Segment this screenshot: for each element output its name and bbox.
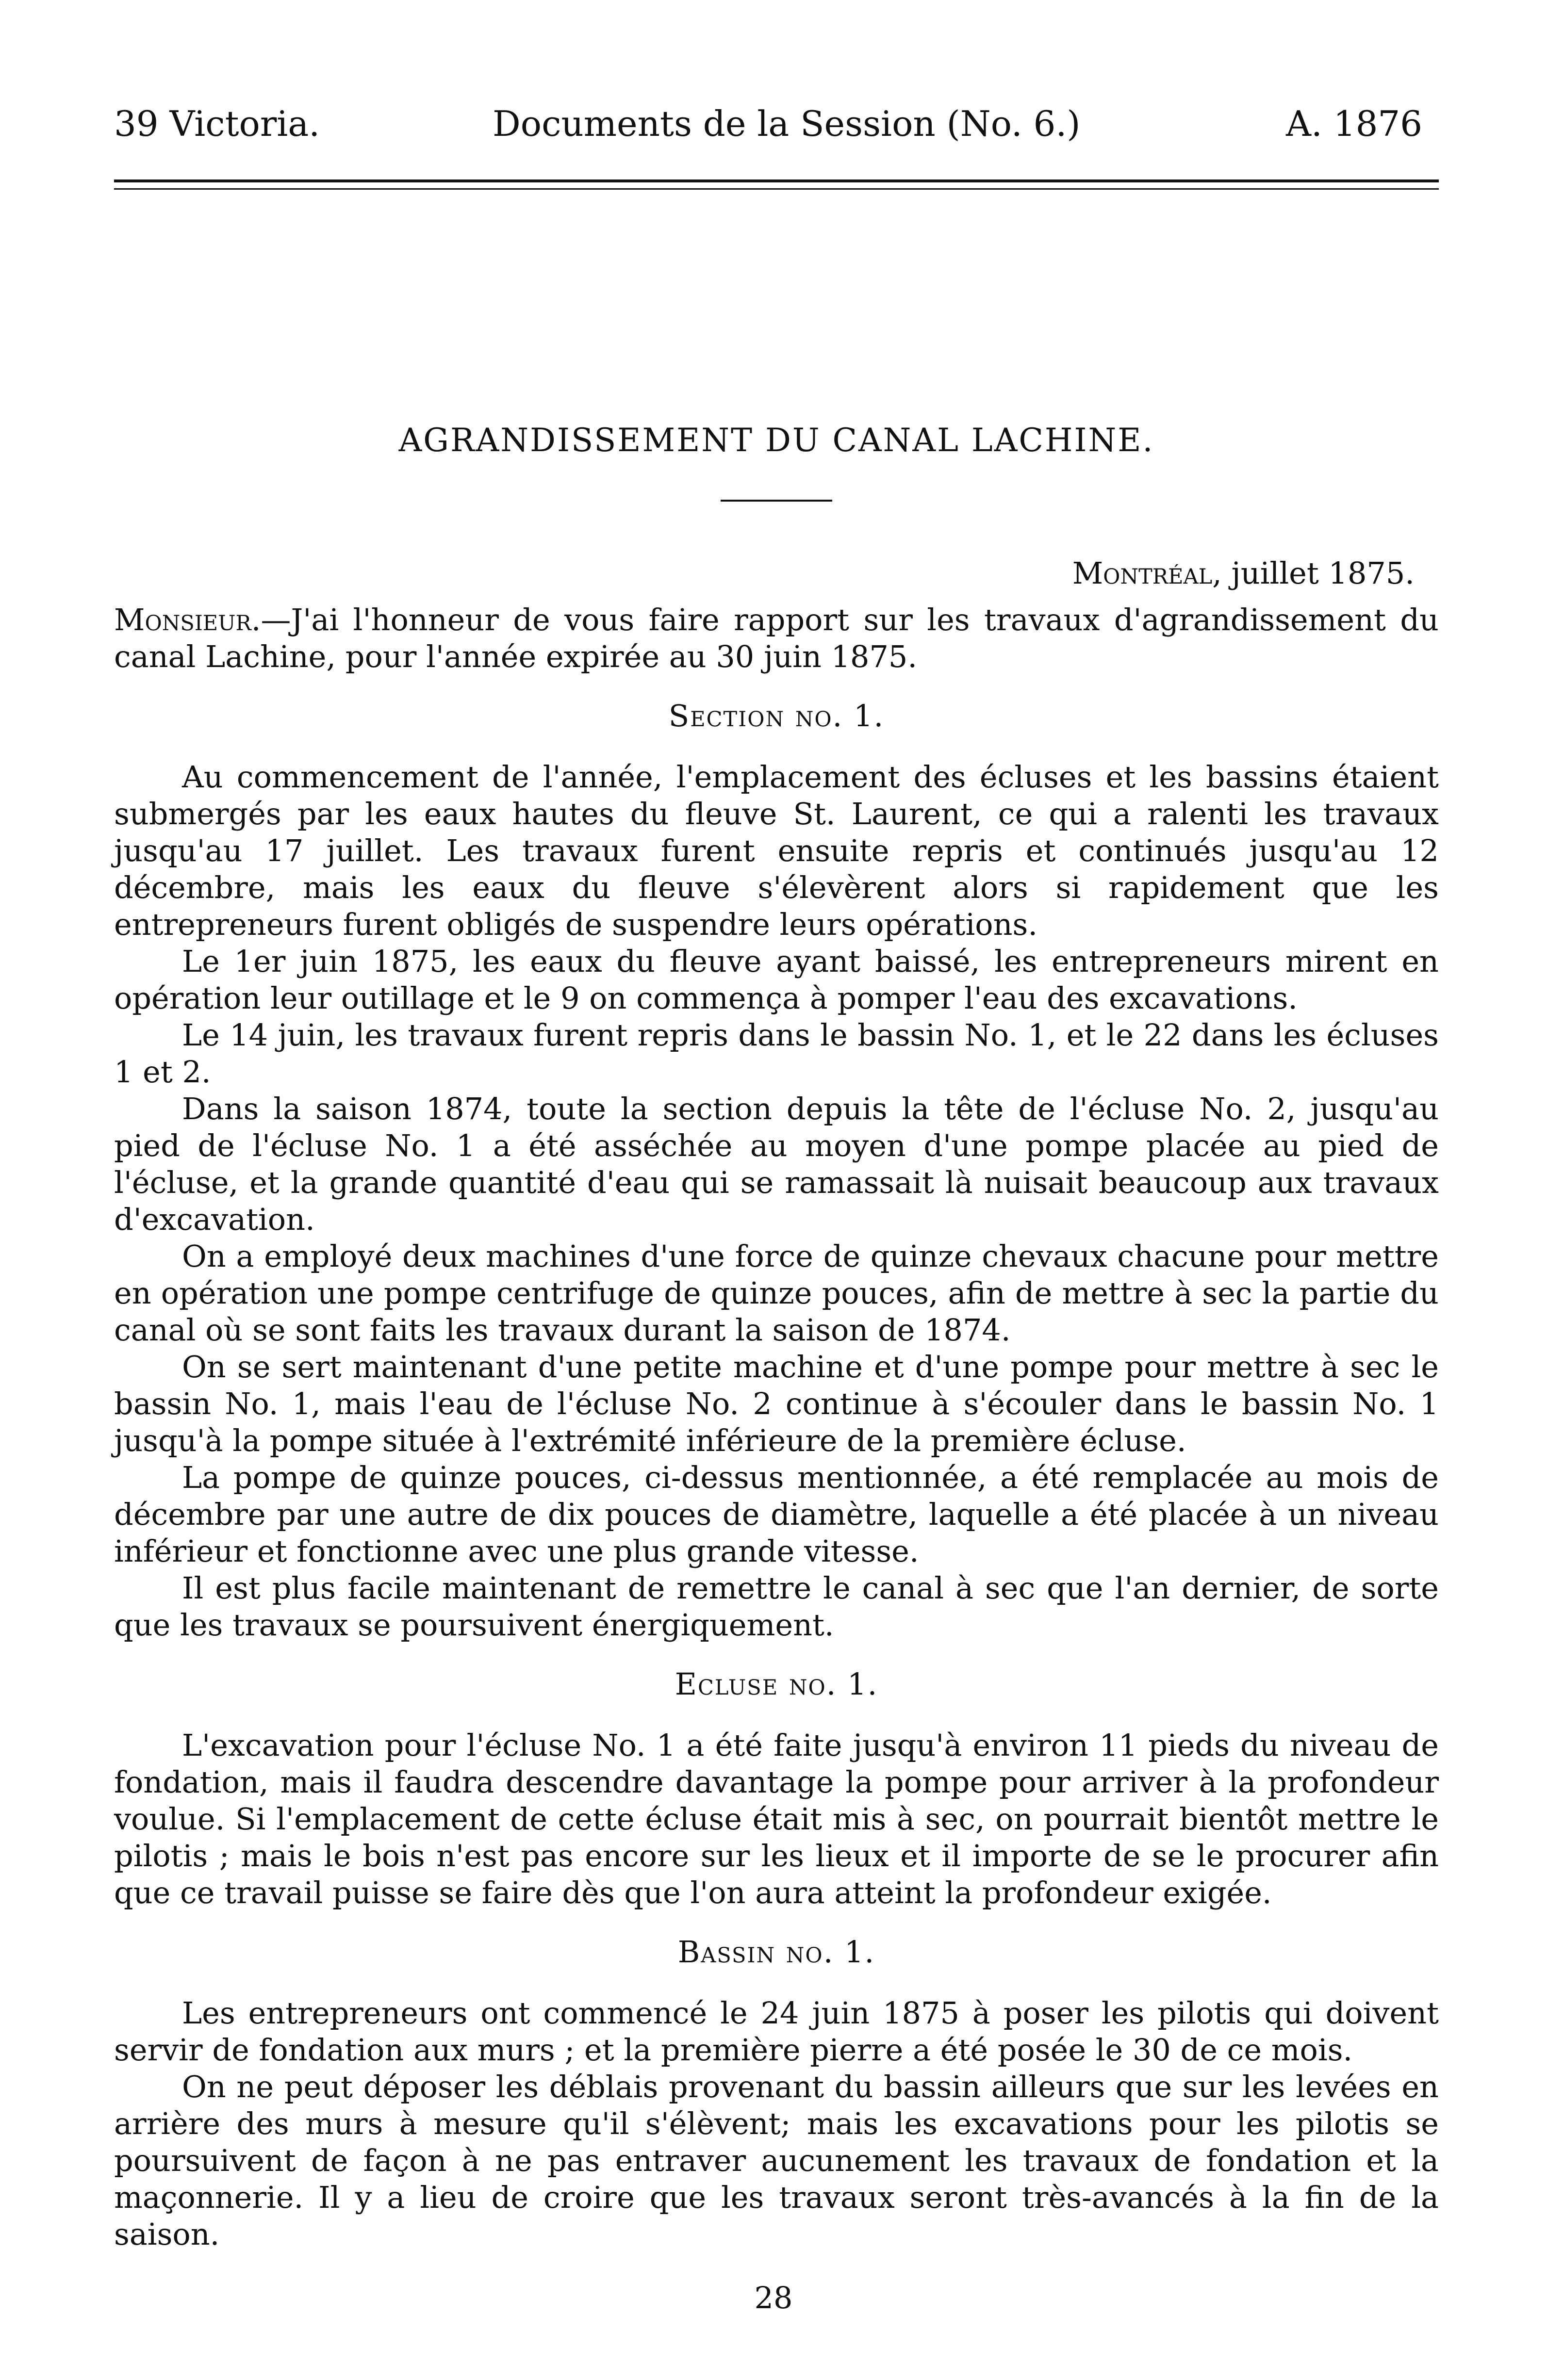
paragraph: On ne peut déposer les déblais provenant du bassin ailleurs que sur les levées en arrière des murs à mesure qu'il s'élèvent; mais les excavations pour les pilotis se poursuivent de façon à ne pas entraver aucunement les travaux de fondation et la maçonnerie. Il y a lieu de croire que les travaux seront très-avancés à la fin de la saison. bbox=[114, 2069, 1439, 2252]
section-heading: Section no. 1. bbox=[668, 698, 885, 734]
header-rule-thick bbox=[114, 179, 1439, 182]
salutation-text: —J'ai l'honneur de vous faire rapport sur les travaux d'agrandissement du canal Lachine, pour l'année expirée au 30 juin 1875. bbox=[114, 602, 1439, 674]
header-document-series: Documents de la Session (No. 6.) bbox=[493, 103, 1081, 144]
paragraph: Le 14 juin, les travaux furent repris dans le bassin No. 1, et le 22 dans les écluses 1 et 2. bbox=[114, 1017, 1439, 1090]
paragraph: Les entrepreneurs ont commencé le 24 juin 1875 à poser les pilotis qui doivent servir de fondation aux murs ; et la première pierre a été posée le 30 de ce mois. bbox=[114, 1995, 1439, 2068]
paragraph: La pompe de quinze pouces, ci-dessus mentionnée, a été remplacée au mois de décembre par une autre de dix pouces de diamètre, laquelle a été placée à un niveau inférieur et fonctionne avec une plus grande vitesse. bbox=[114, 1460, 1439, 1569]
title-divider bbox=[721, 500, 832, 502]
paragraph: On a employé deux machines d'une force de quinze chevaux chacune pour mettre en opération une pompe centrifuge de quinze pouces, afin de mettre à sec la partie du canal où se sont faits les travaux durant la saison de 1874. bbox=[114, 1239, 1439, 1348]
paragraph: L'excavation pour l'écluse No. 1 a été faite jusqu'à environ 11 pieds du niveau de fondation, mais il faudra descendre davantage la pompe pour arriver à la profondeur voulue. Si l'emplacement de cette écluse était mis à sec, on pourrait bientôt mettre le pilotis ; mais le bois n'est pas encore sur les lieux et il importe de se le procurer afin que ce travail puisse se faire dès que l'on aura atteint la profondeur exigée. bbox=[114, 1728, 1439, 1910]
dateline-date: , juillet 1875. bbox=[1212, 555, 1415, 591]
paragraph: Il est plus facile maintenant de remettre le canal à sec que l'an dernier, de sorte que les travaux se poursuivent énergiquement. bbox=[114, 1570, 1439, 1643]
dateline bbox=[114, 555, 1439, 592]
header-rule-thin bbox=[114, 188, 1439, 190]
header-year: A. 1876 bbox=[1286, 103, 1423, 144]
paragraph: Au commencement de l'année, l'emplacement des écluses et les bassins étaient submergés par les eaux hautes du fleuve St. Laurent, ce qui a ralenti les travaux jusqu'au 17 juillet. Les travaux furent ensuite repris et continués jusqu'au 12 décembre, mais les eaux du fleuve s'élevèrent alors si rapidement que les entrepreneurs furent obligés de suspendre leurs opérations. bbox=[114, 759, 1439, 942]
dateline-place: Montréal bbox=[1072, 555, 1213, 591]
salutation-paragraph bbox=[114, 602, 1439, 675]
section-heading: Bassin no. 1. bbox=[677, 1934, 875, 1970]
header-regnal-year: 39 Victoria. bbox=[114, 103, 320, 144]
salutation-word: Monsieur. bbox=[114, 602, 261, 637]
running-head bbox=[0, 97, 1547, 150]
paragraph: Dans la saison 1874, toute la section depuis la tête de l'écluse No. 2, jusqu'au pied de l'écluse No. 1 a été asséchée au moyen d'une pompe placée au pied de l'écluse, et la grande quantité d'eau qui se ramassait là nuisait beaucoup aux travaux d'excavation. bbox=[114, 1091, 1439, 1237]
report-body bbox=[114, 422, 1439, 2253]
paragraph: On se sert maintenant d'une petite machine et d'une pompe pour mettre à sec le bassin No. 1, mais l'eau de l'écluse No. 2 continue à s'écouler dans le bassin No. 1 jusqu'à la pompe située à l'extrémité inférieure de la première écluse. bbox=[114, 1349, 1439, 1458]
page-number: 28 bbox=[754, 2280, 793, 2315]
section-heading: Ecluse no. 1. bbox=[675, 1666, 878, 1702]
paragraph: Le 1er juin 1875, les eaux du fleuve ayant baissé, les entrepreneurs mirent en opération leur outillage et le 9 on commença à pomper l'eau des excavations. bbox=[114, 944, 1439, 1016]
report-title: AGRANDISSEMENT DU CANAL LACHINE. bbox=[398, 422, 1154, 459]
